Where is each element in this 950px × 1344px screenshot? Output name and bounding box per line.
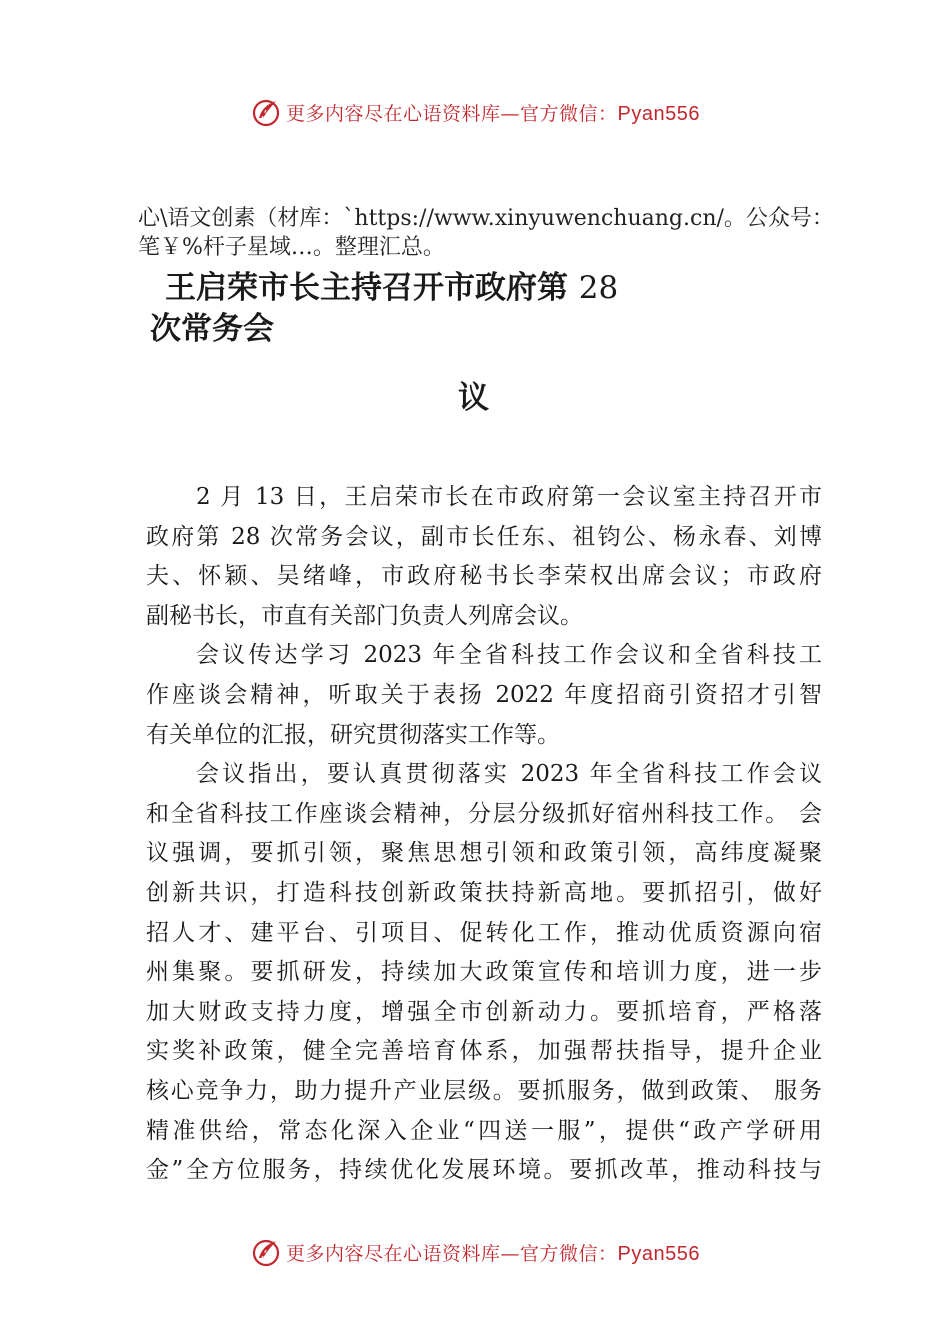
banner-text: 更多内容尽在心语资料库—官方微信：Pyan556: [286, 102, 700, 125]
banner-text: 更多内容尽在心语资料库—官方微信：Pyan556: [286, 1242, 700, 1265]
footer-banner: [0, 1232, 950, 1272]
body-line: 政府第 28 次常务会议，副市长任东、祖钧公、杨永春、刘博: [146, 523, 822, 550]
document-title-line-2: 次常务会: [150, 311, 274, 347]
body-line: 作座谈会精神，听取关于表扬 2022 年度招商引资招才引智: [146, 681, 822, 708]
body-line: 招人才、建平台、引项目、促转化工作，推动优质资源向宿: [146, 919, 822, 946]
body-line: 加大财政支持力度，增强全市创新动力。要抓培育，严格落: [146, 998, 822, 1025]
document-title-line-1: 王启荣市长主持召开市政府第 28: [165, 270, 619, 306]
header-banner: [0, 92, 950, 132]
logo-icon: [250, 96, 282, 128]
body-line: 精准供给，常态化深入企业“四送一服”，提供“政产学研用: [146, 1117, 822, 1144]
body-line: 夫、怀颖、吴绪峰，市政府秘书长李荣权出席会议；市政府: [146, 563, 822, 590]
body-line: 和全省科技工作座谈会精神，分层分级抓好宿州科技工作。 会: [146, 800, 822, 827]
body-line: 议强调，要抓引领，聚焦思想引领和政策引领，高纬度凝聚: [146, 840, 822, 867]
body-line: 2 月 13 日，王启荣市长在市政府第一会议室主持召开市: [196, 484, 822, 510]
body-line: 创新共识，打造科技创新政策扶持新高地。要抓招引，做好: [146, 879, 822, 906]
body-line: 有关单位的汇报，研究贯彻落实工作等。: [146, 721, 560, 748]
document-title-line-3: 议: [458, 380, 489, 416]
source-note: 心\语文创素（材库：`https://www.xinyuwenchuang.cn/。公众号：笔￥%杆子星域…。整理汇总。: [138, 206, 834, 260]
logo-icon: [250, 1236, 282, 1268]
body-line: 州集聚。要抓研发，持续加大政策宣传和培训力度，进一步: [146, 959, 822, 986]
body-line: 副秘书长，市直有关部门负责人列席会议。: [146, 602, 583, 629]
body-line: 金”全方位服务，持续优化发展环境。要抓改革，推动科技与: [146, 1157, 822, 1184]
body-line: 会议指出，要认真贯彻落实 2023 年全省科技工作会议: [196, 761, 822, 788]
body-line: 核心竞争力，助力提升产业层级。要抓服务，做到政策、 服务: [146, 1077, 822, 1104]
body-line: 会议传达学习 2023 年全省科技工作会议和全省科技工: [196, 642, 822, 669]
document-body: [146, 478, 822, 1191]
body-line: 实奖补政策，健全完善培育体系，加强帮扶指导，提升企业: [146, 1038, 822, 1065]
